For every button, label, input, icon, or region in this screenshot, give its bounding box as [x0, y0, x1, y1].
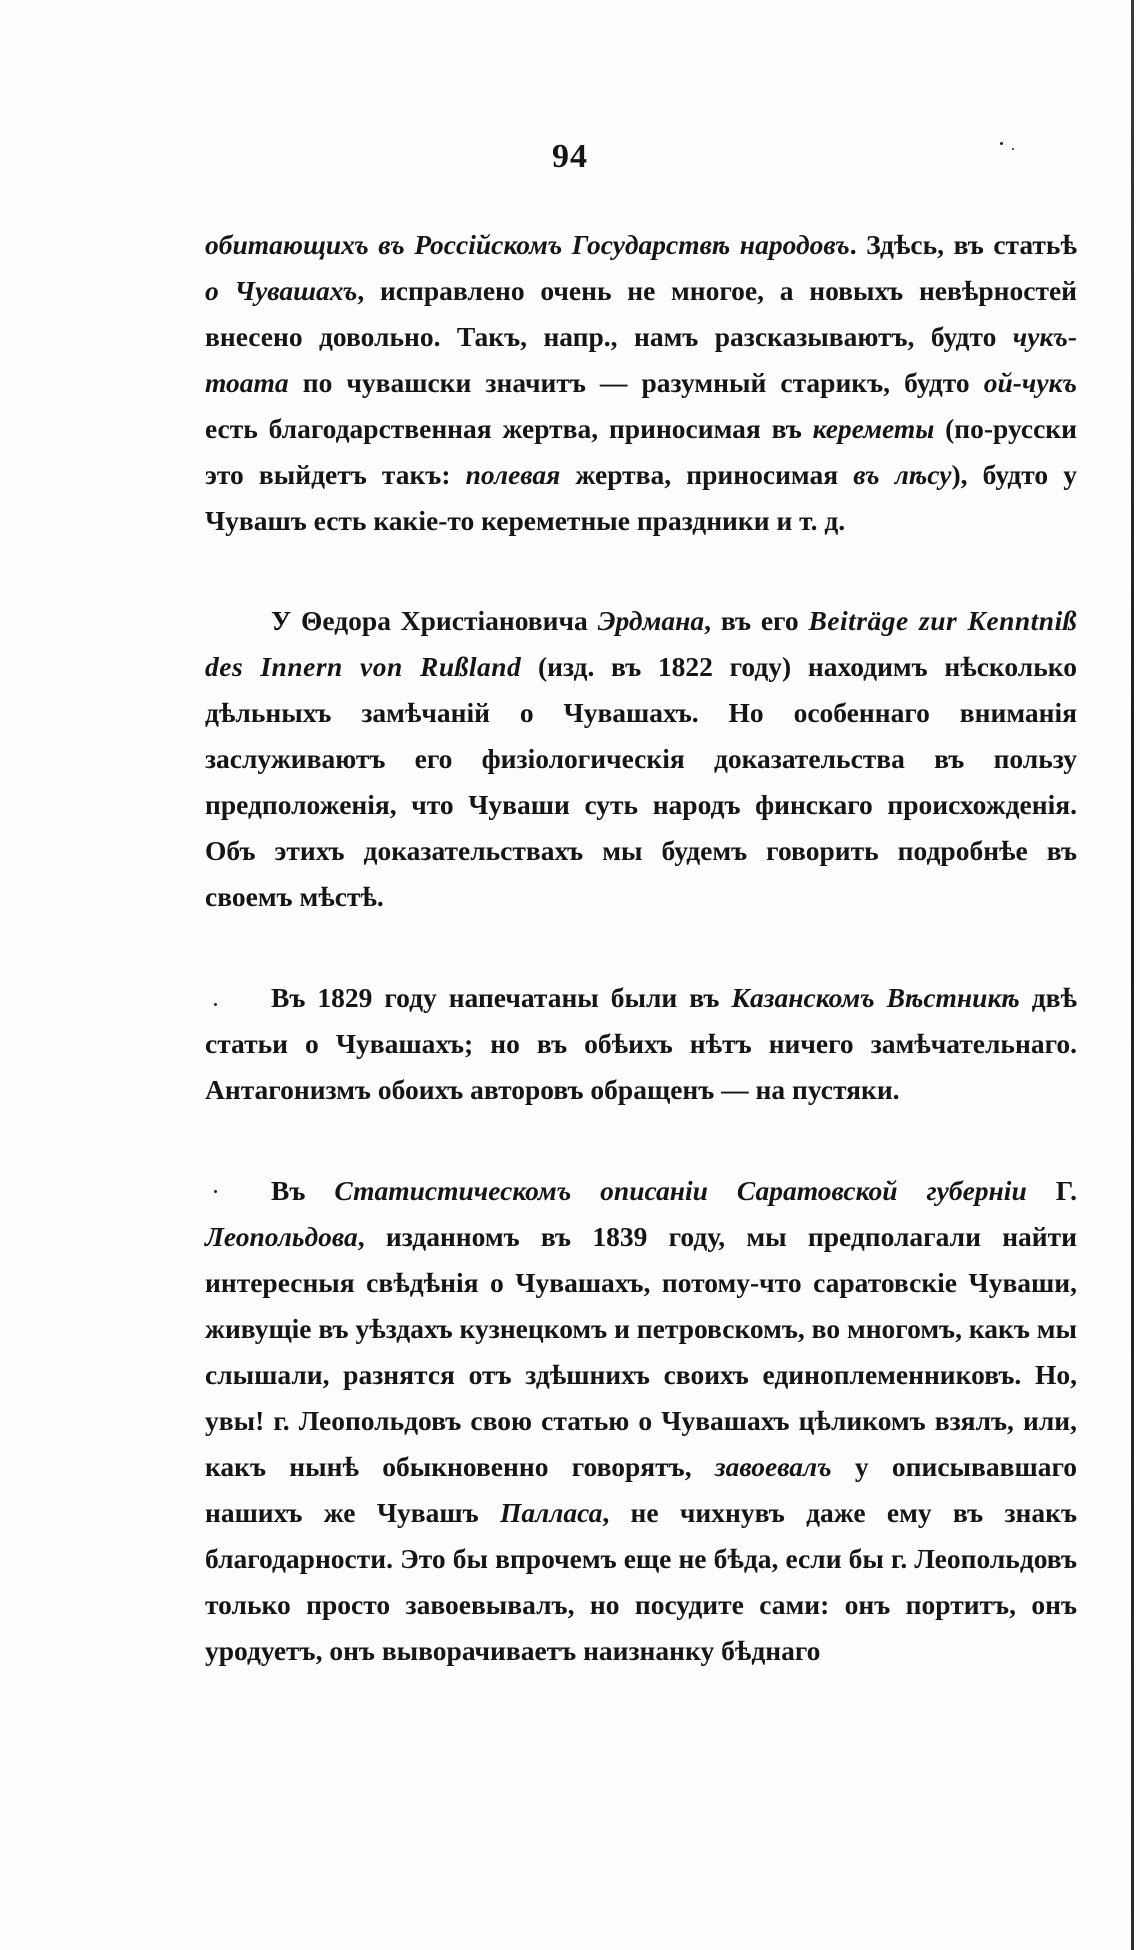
scan-speck [214, 1003, 217, 1006]
italic-text-segment: о Чувашахъ [205, 275, 358, 306]
text-segment: (изд. въ 1822 году) находимъ нѣсколько дѣльныхъ замѣчаній о Чувашахъ. Но особеннаго вниманія заслуживаютъ его физіологическія доказательства въ пользу предположенія, что Чуваши суть народъ финскаго происхожденія. Объ этихъ доказательствахъ мы будемъ говорить подробнѣе въ своемъ мѣстѣ. [205, 651, 1077, 912]
text-segment: , изданномъ въ 1839 году, мы предполагали найти интересныя свѣдѣнія о Чувашахъ, потому-что саратовскіе Чуваши, живущіе въ уѣздахъ кузнецкомъ и петровскомъ, во многомъ, какъ мы слышали, разнятся отъ здѣшнихъ своихъ единоплеменниковъ. Но, увы! г. Леопольдовъ свою статью о Чувашахъ цѣликомъ взялъ, или, какъ нынѣ обыкновенно говорятъ, [205, 1221, 1077, 1482]
italic-text-segment: кереметы [812, 413, 935, 444]
italic-text-segment: Леопольдова [205, 1221, 358, 1252]
italic-text-segment: полевая [465, 459, 561, 490]
text-segment: ), будто у Чувашъ есть какіе-то кереметные праздники и т. д. [205, 459, 1078, 536]
text-segment: . Здѣсь, въ статьѣ [849, 229, 1077, 260]
text-segment: , исправлено очень не многое, а новыхъ невѣрностей внесено довольно. Такъ, напр., намъ разсказываютъ, будто [205, 275, 1077, 352]
italic-text-segment: чукъ-тоата [205, 321, 1077, 398]
italic-text-segment: ой-чукъ [983, 367, 1077, 398]
text-segment: Г. [1026, 1175, 1077, 1206]
italic-text-segment: завоевалъ [714, 1451, 832, 1482]
italic-text-segment: Beiträge zur Kenntniß des Innern von Rußland [205, 605, 1077, 682]
page-edge-shadow [1131, 0, 1134, 1950]
paragraph-1 [205, 222, 1077, 544]
scan-speck [1012, 148, 1014, 150]
text-segment: есть благодарственная жертва, приносимая въ [205, 413, 813, 444]
italic-text-segment: Статистическомъ описаніи Саратовской губерніи [334, 1175, 1027, 1206]
page-number: 94 [552, 138, 588, 175]
paragraph-3 [205, 975, 1077, 1113]
paragraph-4 [205, 1168, 1077, 1674]
paragraph-text [205, 975, 1077, 1113]
paragraph-2 [205, 598, 1077, 920]
text-segment: по чувашски значитъ — разумный старикъ, будто [288, 367, 984, 398]
italic-text-segment: Эрдмана [597, 605, 705, 636]
italic-text-segment: обитающихъ въ Россійскомъ Государствѣ народовъ [205, 229, 850, 260]
text-segment: жертва, приносимая [560, 459, 854, 490]
paragraph-text [205, 222, 1077, 544]
italic-text-segment: Казанскомъ Вѣстникѣ [731, 982, 1020, 1013]
paragraph-text [205, 598, 1077, 920]
paragraph-text [205, 1168, 1077, 1674]
text-segment: (по-русски это выйдетъ такъ: [205, 413, 1077, 490]
scan-speck [1000, 142, 1003, 145]
text-segment: двѣ статьи о Чувашахъ; но въ обѣихъ нѣтъ ничего замѣчательнаго. Антагонизмъ обоихъ авторовъ обращенъ — на пустяки. [205, 982, 1078, 1105]
italic-text-segment: въ лѣсу [853, 459, 952, 490]
italic-text-segment: Палласа [499, 1497, 603, 1528]
text-segment: У Θедора Христіановича [271, 605, 598, 636]
text-segment: у описывавшаго нашихъ же Чувашъ [205, 1451, 1078, 1528]
scan-speck [214, 1190, 217, 1193]
text-segment: , въ его [704, 605, 809, 636]
text-segment: , не чихнувъ даже ему въ знакъ благодарности. Это бы впрочемъ еще не бѣда, если бы г. Леопольдовъ только просто завоевывалъ, но посудите сами: онъ портитъ, онъ уродуетъ, онъ выворачиваетъ наизнанку бѣднаго [205, 1497, 1077, 1666]
text-segment: Въ [271, 1175, 335, 1206]
text-segment: Въ 1829 году напечатаны были въ [271, 982, 732, 1013]
